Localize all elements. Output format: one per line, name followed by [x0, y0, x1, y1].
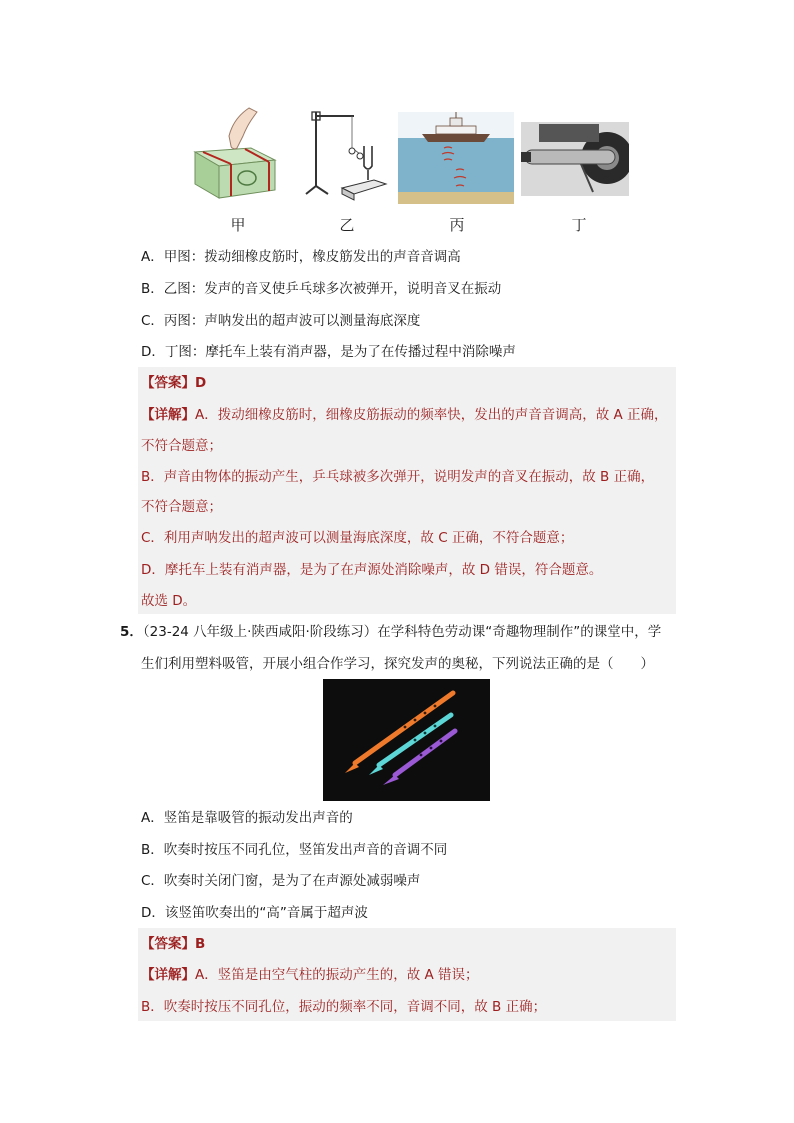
- q5-option-a: A．竖笛是靠吸管的振动发出声音的: [141, 810, 353, 826]
- figure-bing-sonar-ship: [398, 112, 514, 204]
- q4-detail-line-4: 不符合题意；: [141, 499, 222, 515]
- figure-jia-rubber-band-box: [191, 106, 279, 202]
- figure-straw-flutes-photo: [323, 679, 490, 801]
- q4-detail-line-2: 不符合题意；: [141, 438, 222, 454]
- q4-option-b: B．乙图：发声的音叉使乒乓球多次被弹开，说明音叉在振动: [141, 281, 502, 297]
- q4-detail-line-1: [141, 405, 668, 425]
- q4-option-c: C．丙图：声呐发出的超声波可以测量海底深度: [141, 313, 421, 329]
- q5-detail-text-1: A．竖笛是由空气柱的振动产生的，故 A 错误；: [195, 967, 479, 983]
- q4-option-d: D．丁图：摩托车上装有消声器，是为了在传播过程中消除噪声: [141, 344, 516, 360]
- q4-detail-line-3: B．声音由物体的振动产生，乒乓球被多次弹开，说明发声的音叉在振动，故 B 正确，: [141, 469, 655, 485]
- q5-option-c: C．吹奏时关闭门窗，是为了在声源处减弱噪声: [141, 873, 421, 889]
- q5-option-d: D．该竖笛吹奏出的“高”音属于超声波: [141, 905, 368, 921]
- q4-option-a: A．甲图：拨动细橡皮筋时，橡皮筋发出的声音音调高: [141, 249, 461, 265]
- q5-stem-line-1: [120, 622, 661, 642]
- q5-option-b: B．吹奏时按压不同孔位，竖笛发出声音的音调不同: [141, 842, 448, 858]
- q5-stem-text-1: （23-24 八年级上·陕西咸阳·阶段练习）在学科特色劳动课“奇趣物理制作”的课堂中，学: [142, 624, 662, 640]
- q5-number: 5．: [120, 624, 143, 640]
- q4-detail-line-7: 故选 D。: [141, 593, 197, 609]
- q4-detail-line-5: C．利用声呐发出的超声波可以测量海底深度，故 C 正确，不符合题意；: [141, 530, 574, 546]
- q4-answer-tag: 【答案】: [141, 375, 195, 391]
- q5-answer-tag: 【答案】: [141, 936, 195, 952]
- figure-label-yi: 乙: [339, 216, 355, 234]
- q4-answer-value: D: [195, 375, 207, 391]
- q5-stem-line-2: 生们利用塑料吸管，开展小组合作学习，探究发声的奥秘，下列说法正确的是（ ）: [141, 656, 654, 672]
- figure-ding-motorcycle-muffler: [521, 122, 629, 196]
- figure-label-jia: 甲: [230, 216, 246, 234]
- q4-answer: [141, 373, 206, 393]
- figure-yi-tuning-fork: [302, 108, 388, 202]
- q4-detail-tag: 【详解】: [141, 407, 195, 423]
- q4-detail-text-1: A．拨动细橡皮筋时，细橡皮筋振动的频率快，发出的声音音调高，故 A 正确，: [195, 407, 668, 423]
- figure-label-ding: 丁: [571, 216, 587, 234]
- q5-answer: [141, 934, 205, 954]
- q5-detail-line-2: B．吹奏时按压不同孔位，振动的频率不同，音调不同，故 B 正确；: [141, 999, 547, 1015]
- q5-answer-value: B: [195, 936, 206, 952]
- q4-detail-line-6: D．摩托车上装有消声器，是为了在声源处消除噪声，故 D 错误，符合题意。: [141, 562, 603, 578]
- figure-label-bing: 丙: [449, 216, 465, 234]
- q5-detail-line-1: [141, 965, 479, 985]
- q5-detail-tag: 【详解】: [141, 967, 195, 983]
